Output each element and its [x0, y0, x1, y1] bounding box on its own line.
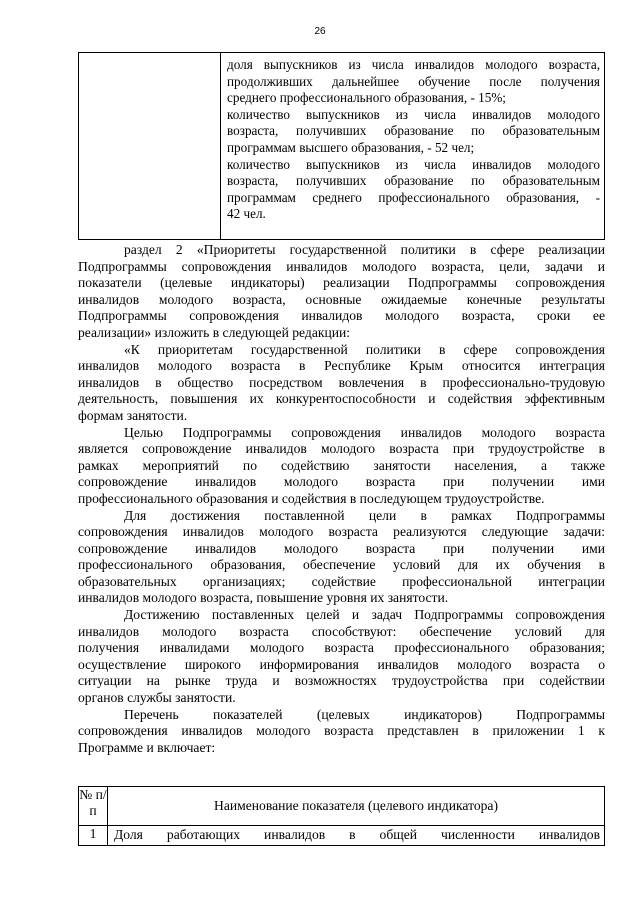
paragraph-line: формам занятости.	[78, 407, 188, 423]
paragraph-line: профессионального образования, обеспечение условий для их обучения в	[78, 557, 605, 573]
top-table-line: количество выпускников из числа инвалидов молодого	[227, 156, 600, 172]
paragraph-line: реализации» изложить в следующей редакции:	[78, 324, 351, 340]
paragraph-line: Целью Подпрограммы сопровождения инвалидов молодого возраста	[124, 424, 605, 440]
top-table	[78, 52, 605, 240]
paragraph-line: инвалидов молодого возраста в Республике Крым относится интеграция	[78, 358, 605, 374]
top-table-line: продолживших дальнейшее обучение после получения	[227, 73, 600, 89]
paragraph-line: инвалидов в общество посредством вовлечения в профессионально-трудовую	[78, 374, 605, 390]
paragraph-line: инвалидов молодого возраста способствуют: обеспечение условий для	[78, 623, 605, 639]
top-table-line: возраста, получивших образование по образовательным	[227, 123, 600, 139]
indicator-table	[78, 786, 605, 846]
paragraph-line: сопровождения инвалидов молодого возраста реализуются следующие задачи:	[78, 524, 605, 540]
paragraph-line: осуществление широкого информирования инвалидов молодого возраста о	[78, 656, 605, 672]
paragraph-line: органов службы занятости.	[78, 690, 236, 706]
paragraph-line: сопровождение инвалидов молодого возраста при получении ими	[78, 540, 605, 556]
top-table-empty-cell	[79, 53, 221, 240]
header-number-cell: № п/п	[79, 787, 108, 826]
paragraph-line: Перечень показателей (целевых индикаторов) Подпрограммы	[124, 706, 605, 722]
row-number-cell: 1	[79, 826, 108, 846]
top-table-text-cell	[221, 53, 605, 240]
paragraph-line: инвалидов молодого возраста, основные ожидаемые конечные результаты	[78, 291, 605, 307]
header-name-cell: Наименование показателя (целевого индикатора)	[108, 787, 605, 826]
page-number: 26	[314, 26, 326, 37]
paragraph-line: Подпрограммы сопровождения инвалидов молодого возраста, цели, задачи и	[78, 258, 605, 274]
paragraph-line: сопровождение инвалидов молодого возраста при получении ими	[78, 474, 605, 490]
paragraph-line: «К приоритетам государственной политики в сфере сопровождения	[124, 341, 605, 357]
table-row	[79, 826, 605, 846]
paragraph-line: Программе и включает:	[78, 739, 216, 755]
paragraph-line: сопровождения инвалидов молодого возраста представлен в приложении 1 к	[78, 723, 605, 739]
paragraph-line: раздел 2 «Приоритеты государственной политики в сфере реализации	[124, 242, 605, 257]
paragraph-line: профессионального образования и содействия в последующем трудоустройстве.	[78, 490, 545, 506]
paragraph-line: Для достижения поставленной цели в рамках Подпрограммы	[124, 507, 605, 523]
top-table-line: доля выпускников из числа инвалидов молодого возраста,	[227, 57, 600, 72]
paragraph-line: Подпрограммы сопровождения инвалидов молодого возраста, сроки ее	[78, 308, 605, 324]
paragraph-line: инвалидов молодого возраста, повышение уровня их занятости.	[78, 590, 449, 606]
top-table-line: программам среднего профессионального образования, -	[227, 189, 600, 205]
indicator-table-header-row	[79, 787, 605, 826]
top-table-line: 42 чел.	[227, 206, 266, 222]
paragraph-line: является сопровождение инвалидов молодого возраста при трудоустройстве в	[78, 441, 605, 457]
top-table-line: программам высшего образования, - 52 чел;	[227, 139, 475, 155]
paragraph-line: рамках мероприятий по содействию занятости населения, а также	[78, 457, 605, 473]
top-table-line: среднего профессионального образования, - 15%;	[227, 90, 506, 106]
paragraph-line: показатели (целевые индикаторы) реализации Подпрограммы сопровождения	[78, 275, 605, 291]
row-text-cell: Доля работающих инвалидов в общей численности инвалидов	[108, 826, 605, 846]
paragraph-line: получения инвалидами молодого возраста профессионального образования;	[78, 640, 605, 656]
paragraph-line: ситуации на рынке труда и возможностях трудоустройства при содействии	[78, 673, 605, 689]
body-text	[78, 242, 605, 756]
top-table-line: количество выпускников из числа инвалидов молодого	[227, 106, 600, 122]
paragraph-line: деятельность, повышения их конкурентоспособности и содействия эффективным	[78, 391, 605, 407]
paragraph-line: образовательных организациях; содействие профессиональной интеграции	[78, 573, 605, 589]
paragraph-line: Достижению поставленных целей и задач Подпрограммы сопровождения	[124, 607, 605, 623]
top-table-line: возраста, получивших образование по образовательным	[227, 173, 600, 189]
